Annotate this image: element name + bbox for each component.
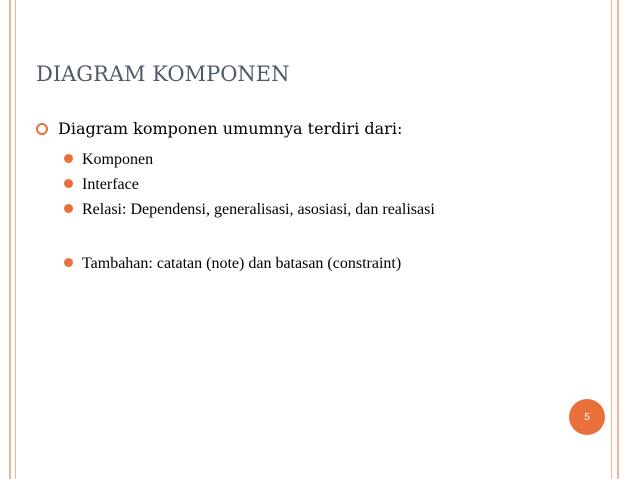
- decorative-border-line: [15, 0, 16, 479]
- sub-bullet-text: Komponen: [82, 151, 154, 168]
- sub-bullet-item: [64, 174, 502, 195]
- ring-bullet-icon: [36, 123, 48, 135]
- sub-bullet-item: [64, 199, 512, 220]
- sub-bullet-text: Relasi: Dependensi, generalisasi, asosiasi, dan realisasi: [82, 201, 435, 218]
- sub-bullet-item: [64, 149, 502, 170]
- dot-bullet-icon: [64, 179, 73, 188]
- dot-bullet-icon: [64, 258, 73, 267]
- slide-title: DIAGRAM KOMPONEN: [36, 62, 290, 86]
- sub-bullet-item: [64, 253, 552, 274]
- sub-bullet-text: Tambahan: catatan (note) dan batasan (constraint): [82, 255, 402, 272]
- dot-bullet-icon: [64, 204, 73, 213]
- dot-bullet-icon: [64, 154, 73, 163]
- decorative-border-line: [611, 0, 612, 479]
- main-bullet-text: Diagram komponen umumnya terdiri dari:: [58, 119, 403, 138]
- main-bullet-item: [36, 119, 402, 138]
- decorative-border-line: [617, 0, 619, 479]
- sub-bullet-text: Interface: [82, 176, 139, 193]
- page-number-badge: 5: [569, 399, 605, 435]
- decorative-border-line: [9, 0, 11, 479]
